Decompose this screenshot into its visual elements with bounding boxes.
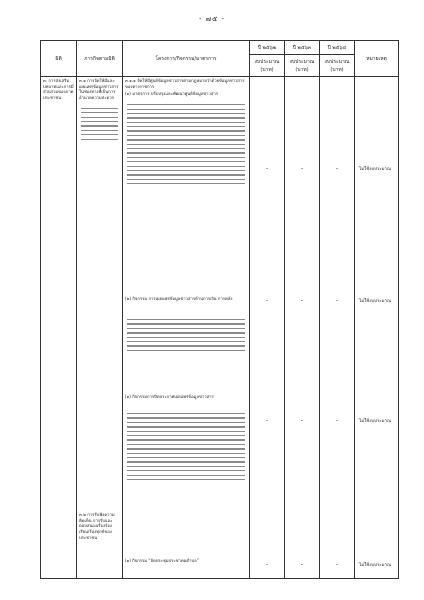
dimension-cell [41, 77, 77, 579]
note-row-2: ไม่ใช้งบประมาณ [359, 299, 392, 304]
header-year-1: ปี ๒๕๖๒ [250, 41, 285, 55]
activity-cell [123, 77, 250, 579]
header-budget-2: งบประมาณ (บาท) [285, 55, 320, 77]
activity-block-1 [123, 98, 249, 187]
header-year-2: ปี ๒๕๖๓ [285, 41, 320, 55]
mission-cell [77, 77, 123, 579]
header-note: หมายเหตุ [355, 41, 399, 77]
activity-block-2 [123, 313, 249, 354]
note-col [355, 77, 399, 579]
header-budget-1: งบประมาณ (บาท) [250, 55, 285, 77]
mission-text-2: ๓.๒ การรับฟังความคิดเห็น การรับและตอบสนองเรื่องร้องเรียน/ร้องทุกข์ของประชาชน [79, 512, 115, 540]
activity-311: ๓.๑.๑ จัดให้มีศูนย์ข้อมูลข่าวสารตามกฎหมายว่าด้วยข้อมูลข่าวสารของทางราชการ [125, 78, 245, 89]
activity-announce: (๑) กิจกรรมการปิดประกาศเผยแพร่ข้อมูลข่าวสาร [125, 394, 214, 399]
activity-forum: (๑) กิจกรรม “จัดประชุมประชาคมตำบล” [125, 558, 199, 563]
header-mission: ภารกิจตามมิติ [77, 41, 123, 77]
budget-col-3: - - - - [320, 77, 355, 579]
mission-text-1: ๓.๑ การจัดให้มีและเผยแพร่ข้อมูลข่าวสารในช่องทางที่เป็นการอำนวยความสะดวก [79, 78, 119, 101]
note-row-4: ไม่ใช้งบประมาณ [359, 563, 392, 568]
note-row-3: ไม่ใช้งบประมาณ [359, 419, 392, 424]
header-budget-3: งบประมาณ (บาท) [320, 55, 355, 77]
activity-311-sub: (๑) มาตรการ ปรับปรุงและพัฒนาศูนย์ข้อมูลข่าวสาร [125, 91, 218, 97]
page-number: - ๗๕ - [198, 15, 226, 23]
mission-text-1-continued [77, 102, 122, 143]
header-activity: โครงการ/กิจกรรม/มาตรการ [123, 41, 250, 77]
plan-table [40, 40, 399, 579]
activity-finance: (๒) กิจกรรม การเผยแพร่ข้อมูลข่าวสารด้านการเงิน การคลัง [125, 296, 233, 301]
dimension-text: ๓. การส่งเสริมบทบาทและการมีส่วนร่วมของภาคประชาชน [43, 78, 74, 101]
budget-col-1: - - - - [250, 77, 285, 579]
header-year-3: ปี ๒๕๖๔ [320, 41, 355, 55]
activity-block-3 [123, 407, 249, 483]
note-row-1: ไม่ใช้งบประมาณ [359, 167, 392, 172]
header-dimension: มิติ [41, 41, 77, 77]
budget-col-2: - - - - [285, 77, 320, 579]
